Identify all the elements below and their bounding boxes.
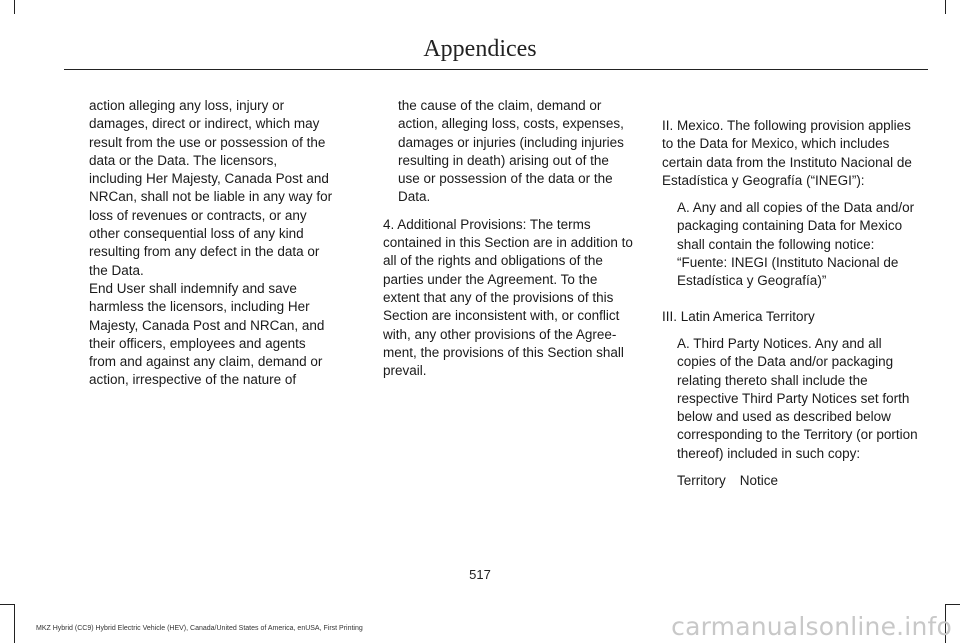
- page-title: Appendices: [423, 36, 537, 62]
- table-header-notice: Notice: [739, 473, 779, 489]
- latam-heading: III. Latin America Territory: [662, 308, 815, 324]
- left-column: [89, 97, 334, 390]
- latam-clause-a: A. Third Party Notices. Any and all copies of the Data and/or packaging relating thereto shall include the respective Third Party Notices set forth below and used as described below corresponding to the Territory (or portion thereof) included in such copy:: [677, 335, 918, 461]
- crop-mark-top-left: [14, 0, 15, 14]
- crop-mark-bottom-left-h: [0, 604, 14, 605]
- header-divider: [64, 69, 928, 70]
- middle-column: [383, 97, 633, 380]
- crop-mark-top-right: [945, 0, 946, 14]
- footer-vehicle-info: MKZ Hybrid (CC9) Hybrid Electric Vehicle (HEV), Canada/United States of America, enUSA, First Printing: [36, 625, 363, 632]
- middle-paragraph-2: 4. Additional Provisions: The terms contained in this Section are in addition to all of the rights and obligations of the parties under the Agreement. To the extent that any of the provisions of this Section are inconsistent with, or conflict with, any other provisions of the Agree-ment, the provisions of this Section shall prevail.: [383, 216, 633, 379]
- left-paragraph-1: action alleging any loss, injury or damages, direct or indirect, which may result from the use or possession of the data or the Data. The licensors, including Her Majesty, Canada Post and NRCan, shall not be liable in any way for loss of revenues or contracts, or any other consequential loss of any kind resulting from any defect in the data or the Data.: [89, 98, 333, 278]
- mexico-intro: II. Mexico. The following provision applies to the Data for Mexico, which includes certain data from the Instituto Nacional de Estadística y Geografía (“INEGI”):: [662, 118, 912, 188]
- page-number: 517: [469, 567, 491, 582]
- left-paragraph-2: End User shall indemnify and save harmless the licensors, including Her Majesty, Canada Post and NRCan, and their officers, employees and agents from and against any claim, demand or action, irrespective of the nature of: [89, 280, 325, 388]
- mexico-clause-a: A. Any and all copies of the Data and/or packaging containing Data for Mexico shall contain the following notice: “Fuente: INEGI (Instituto Nacional de Estadística y Geografía)”: [677, 200, 915, 289]
- middle-paragraph-1: the cause of the claim, demand or action, alleging loss, costs, expenses, damages or injuries (including injuries resulting in death) arising out of the use or possession of the data or the Data.: [398, 98, 624, 205]
- crop-mark-bottom-left: [14, 604, 15, 643]
- right-column: [662, 117, 924, 490]
- crop-mark-bottom-right-h: [946, 604, 960, 605]
- table-header-territory: Territory: [677, 473, 726, 489]
- notice-table-header: [662, 472, 924, 490]
- watermark: carmanualsonline.info: [671, 612, 952, 641]
